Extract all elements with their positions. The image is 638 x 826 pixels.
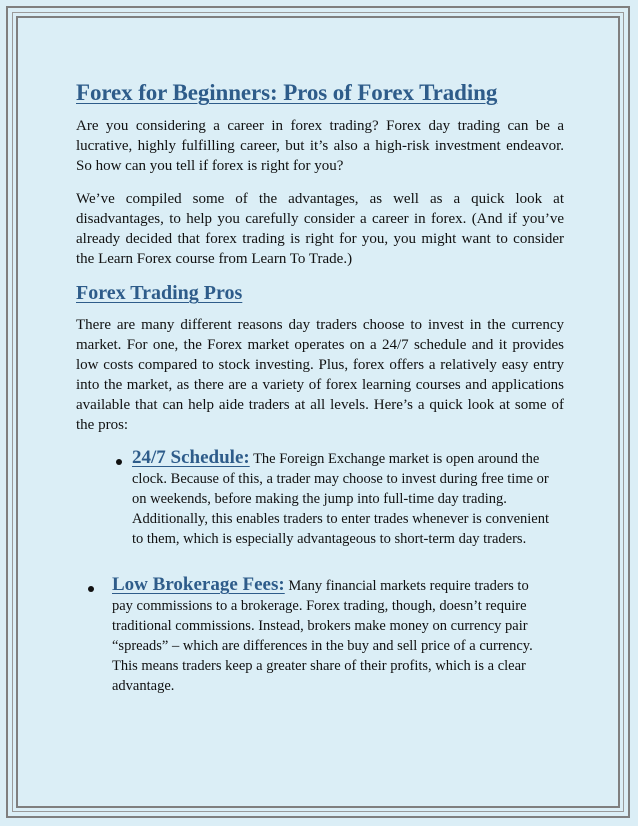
bullet-icon xyxy=(116,459,122,465)
pro-title: Low Brokerage Fees: xyxy=(112,574,285,595)
pro-text: The Foreign Exchange market is open around the clock. Because of this, a trader may choose to invest during free time or on weekends, before making the jump into full-time day trading. Additionally, this enables traders to enter trades whenever is convenient to them, which is especially advantageous to short-term day traders. xyxy=(132,451,550,547)
pros-list xyxy=(76,448,564,696)
section-paragraph: There are many different reasons day traders choose to invest in the currency market. For one, the Forex market operates on a 24/7 schedule and it provides low costs compared to stock investing. Plus, forex offers a relatively easy entry into the market, as there are a variety of forex learning courses and applications available that can help aide traders at all levels. Here’s a quick look at some of the pros: xyxy=(76,317,564,433)
intro-paragraph-1: Are you considering a career in forex trading? Forex day trading can be a lucrative, highly fulfilling career, but it’s also a high-risk investment endeavor. So how can you tell if forex is right for you? xyxy=(76,118,564,174)
document-content xyxy=(76,80,564,696)
list-item xyxy=(112,575,542,696)
pro-text: Many financial markets require traders to pay commissions to a brokerage. Forex trading, though, doesn’t require traditional commissions. Instead, brokers make money on currency pair “spreads” – which are differences in the buy and sell price of a currency. This means traders keep a greater share of their profits, which is a clear advantage. xyxy=(112,578,533,694)
bullet-icon xyxy=(88,586,94,592)
pro-title: 24/7 Schedule: xyxy=(132,447,250,468)
document-title: Forex for Beginners: Pros of Forex Trading xyxy=(76,80,498,105)
list-item xyxy=(132,448,550,549)
intro-paragraph-2: We’ve compiled some of the advantages, as well as a quick look at disadvantages, to help you carefully consider a career in forex. (And if you’ve already decided that forex trading is right for you, you might want to consider the Learn Forex course from Learn To Trade.) xyxy=(76,191,564,267)
section-heading: Forex Trading Pros xyxy=(76,282,243,304)
